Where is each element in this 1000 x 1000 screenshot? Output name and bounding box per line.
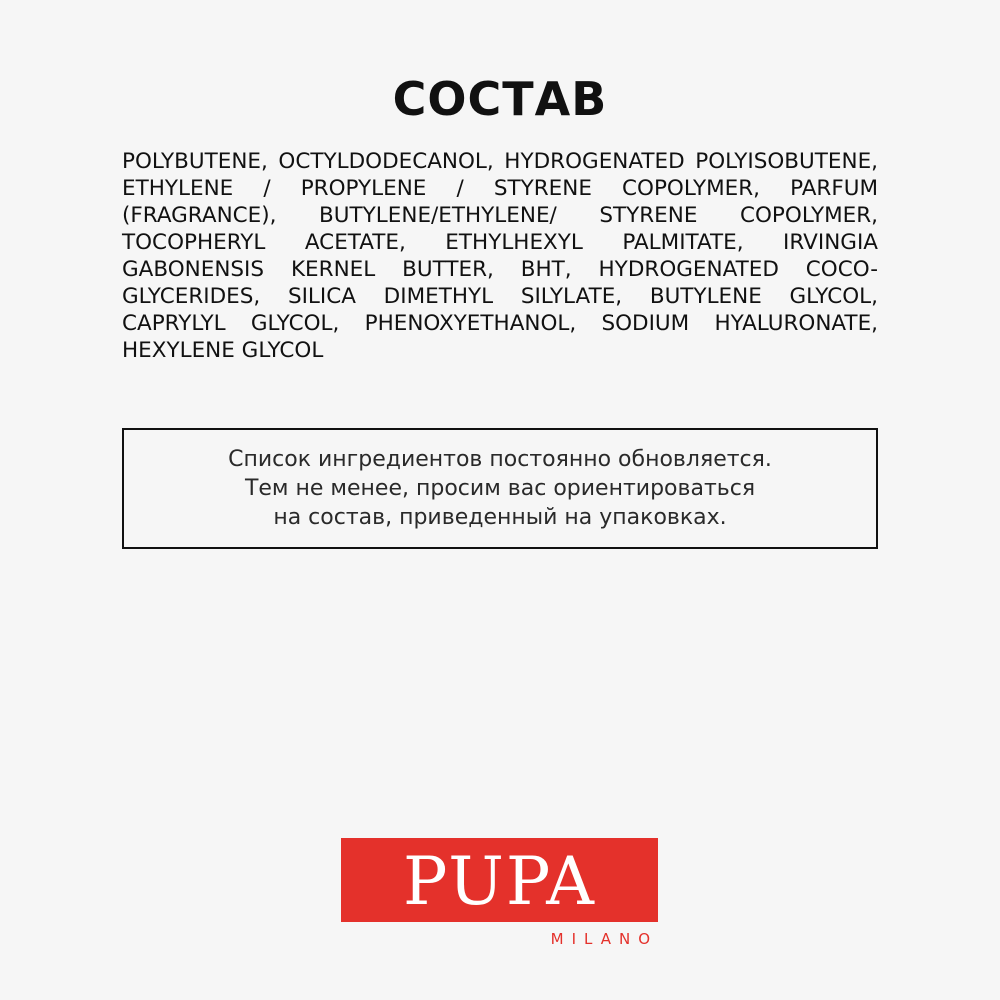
ingredients-list: POLYBUTENE, OCTYLDODECANOL, HYDROGENATED POLYISOBUTENE, ETHYLENE / PROPYLENE / STYRENE COPOLYMER, PARFUM (FRAGRANCE), BUTYLENE/ETHYLENE/ STYRENE COPOLYMER, TOCOPHERYL ACETATE, ETHYLHEXYL PALMITATE, IRVINGIA GABONENSIS KERNEL BUTTER, BHT, HYDROGENATED COCO-GLYCERIDES, SILICA DIMETHYL SILYLATE, BUTYLENE GLYCOL, CAPRYLYL GLYCOL, PHENOXYETHANOL, SODIUM HYALURONATE, HEXYLENE GLYCOL xyxy=(122,149,878,363)
page-title: СОСТАВ xyxy=(392,72,608,126)
notice-line: на состав, приведенный на упаковках. xyxy=(273,505,727,530)
brand-logo xyxy=(341,838,658,922)
brand-logo-text: PUPA xyxy=(403,843,596,920)
notice-line: Тем не менее, просим вас ориентироваться xyxy=(244,476,756,501)
notice-box xyxy=(122,428,878,549)
brand-tagline: MILANO xyxy=(550,930,658,948)
notice-line: Список ингредиентов постоянно обновляется. xyxy=(228,447,772,472)
